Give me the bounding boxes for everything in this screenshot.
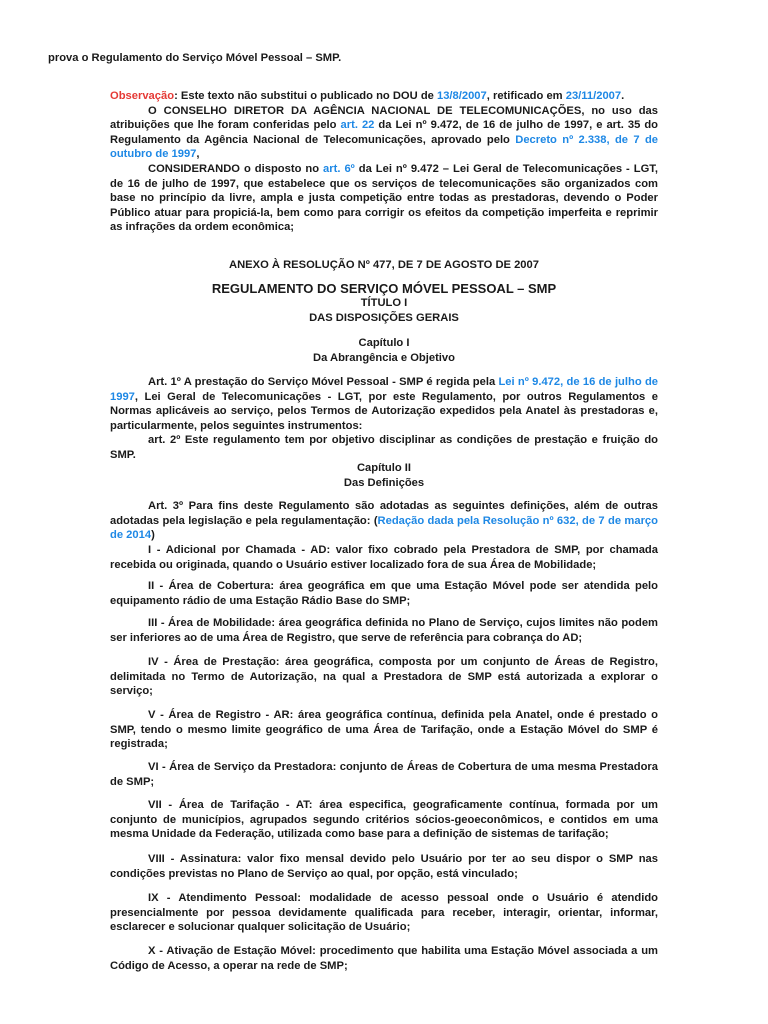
definition-item: VIII - Assinatura: valor fixo mensal devido pelo Usuário por ter ao seu dispor o SMP nas condições previstas no Plano de Serviço ao qual, por opção, está vinculado;: [110, 853, 658, 880]
article-1: Art. 1º A prestação do Serviço Móvel Pessoal - SMP é regida pela Lei nº 9.472, de 16 de julho de 1997, Lei Geral de Telecomunicações - LGT, por este Regulamento, por outros Regulamentos e Normas aplicáveis ao serviço, pelos Termos de Autorização expedidos pela Anatel às prestadoras e, particularmente, pelos seguintes instrumentos:: [110, 376, 659, 432]
chapter2-label: Capítulo II: [356, 462, 412, 474]
rectification-date-link[interactable]: 23/11/2007: [565, 90, 622, 102]
dou-date-link[interactable]: 13/8/2007: [436, 90, 487, 102]
chapter1-name: Da Abrangência e Objetivo: [313, 351, 455, 364]
regulation-title: REGULAMENTO DO SERVIÇO MÓVEL PESSOAL – SMP: [211, 281, 557, 296]
chapter2-name: Das Definições: [343, 476, 425, 489]
chapter2-heading: [110, 461, 658, 490]
definition-item: VI - Área de Serviço da Prestadora: conjunto de Áreas de Cobertura de uma mesma Prestadora de SMP;: [110, 761, 658, 788]
observation-label: Observação: [110, 90, 175, 102]
art6-link[interactable]: art. 6º: [323, 162, 355, 175]
definition-9-block: [110, 891, 658, 935]
preamble-paragraph-1: O CONSELHO DIRETOR DA AGÊNCIA NACIONAL DE TELECOMUNICAÇÕES, no uso das atribuições que lhe foram conferidas pelo art. 22 da Lei nº 9.472, de 16 de julho de 1997, e art. 35 do Regulamento da Agência Nacional de Telecomunicações, aprovado pelo Decreto nº 2.338, de 7 de outubro de 1997,: [110, 104, 659, 161]
definition-item: X - Ativação de Estação Móvel: procedimento que habilita uma Estação Móvel associada a um Código de Acesso, a operar na rede de SMP;: [110, 945, 658, 972]
definition-3-block: [110, 616, 658, 645]
annex-title: ANEXO À RESOLUÇÃO Nº 477, DE 7 DE AGOSTO DE 2007: [229, 259, 539, 271]
article-3: Art. 3º Para fins deste Regulamento são adotadas as seguintes definições, além de outras adotadas pela legislação e pela regulamentação: (Redação dada pela Resolução nº 632, de 7 de março de 2014): [110, 500, 658, 542]
definition-4-block: [110, 655, 658, 699]
titulo-name: DAS DISPOSIÇÕES GERAIS: [309, 311, 459, 324]
observation-note: Observação: Este texto não substitui o publicado no DOU de 13/8/2007, retificado em 23/11/2007.: [110, 90, 625, 102]
art22-link[interactable]: art. 22: [340, 119, 375, 132]
articles-1-2: [110, 375, 658, 463]
definition-6-block: [110, 760, 658, 789]
definition-item: IX - Atendimento Pessoal: modalidade de acesso pessoal onde o Usuário é atendido presencialmente por pessoa devidamente qualificada para receber, interagir, orientar, informar, esclarecer e solucionar qualquer solicitação de Usuário;: [110, 892, 658, 934]
definition-item: II - Área de Cobertura: área geográfica em que uma Estação Móvel pode ser atendida pelo equipamento rádio de uma Estação Rádio Base do SMP;: [110, 580, 658, 607]
decree-link[interactable]: Decreto nº 2.338, de 7 de outubro de 1997: [110, 133, 658, 161]
titulo-label: TÍTULO I: [360, 297, 408, 309]
preamble-paragraph-2: CONSIDERANDO o disposto no art. 6º da Lei nº 9.472 – Lei Geral de Telecomunicações - LGT, de 16 de julho de 1997, que estabelece que os serviços de telecomunicações são organizados com base no princípio da livre, ampla e justa competição entre todas as prestadoras, devendo o Poder Público atuar para propiciá-la, bem como para corrigir os efeitos da competição imperfeita e reprimir as infrações da ordem econômica;: [110, 162, 658, 234]
article-3-section: [110, 499, 658, 543]
definition-5-block: [110, 708, 658, 752]
headings-section: [110, 281, 658, 325]
definition-item: IV - Área de Prestação: área geográfica, composta por um conjunto de Áreas de Registro, delimitada no Termo de Autorização, na qual a Prestadora de SMP está autorizada a explorar o serviço;: [110, 656, 658, 698]
article-2: art. 2º Este regulamento tem por objetivo disciplinar as condições de prestação e fruição do SMP.: [110, 434, 658, 461]
definition-item: V - Área de Registro - AR: área geográfica contínua, definida pela Anatel, onde é prestado o SMP, tendo o mesmo limite geográfico de uma Área de Tarifação, onde a Estação Móvel do SMP é registrada;: [110, 709, 658, 751]
definition-item: I - Adicional por Chamada - AD: valor fixo cobrado pela Prestadora de SMP, por chamada recebida ou originada, quando o Usuário estiver localizado fora de sua Área de Mobilidade;: [110, 544, 658, 571]
lei-9472-link[interactable]: Lei nº 9.472, de 16 de julho de 1997: [110, 376, 659, 403]
definition-7-block: [110, 798, 658, 842]
preamble-section: [110, 89, 658, 235]
definition-item: III - Área de Mobilidade: área geográfica definida no Plano de Serviço, cujos limites não podem ser inferiores ao de uma Área de Registro, que serve de referência para cobrança do AD;: [110, 617, 658, 644]
resolution-632-link[interactable]: Redação dada pela Resolução nº 632, de 7 de março de 2014: [110, 514, 658, 542]
definition-8-block: [110, 852, 658, 881]
definition-1-block: [110, 543, 658, 572]
definition-2-block: [110, 579, 658, 608]
definition-item: VII - Área de Tarifação - AT: área especifica, geograficamente contínua, formada por um conjunto de municípios, agrupados segundo critérios sócios-geoeconômicos, e contidos em uma mesma Unidade da Federação, utilizada como base para a definição de sistemas de tarifação;: [110, 799, 658, 841]
chapter1-label: Capítulo I: [358, 337, 410, 349]
definition-10-block: [110, 944, 658, 973]
top-line: prova o Regulamento do Serviço Móvel Pessoal – SMP.: [48, 52, 342, 64]
chapter1-heading: [110, 336, 658, 365]
